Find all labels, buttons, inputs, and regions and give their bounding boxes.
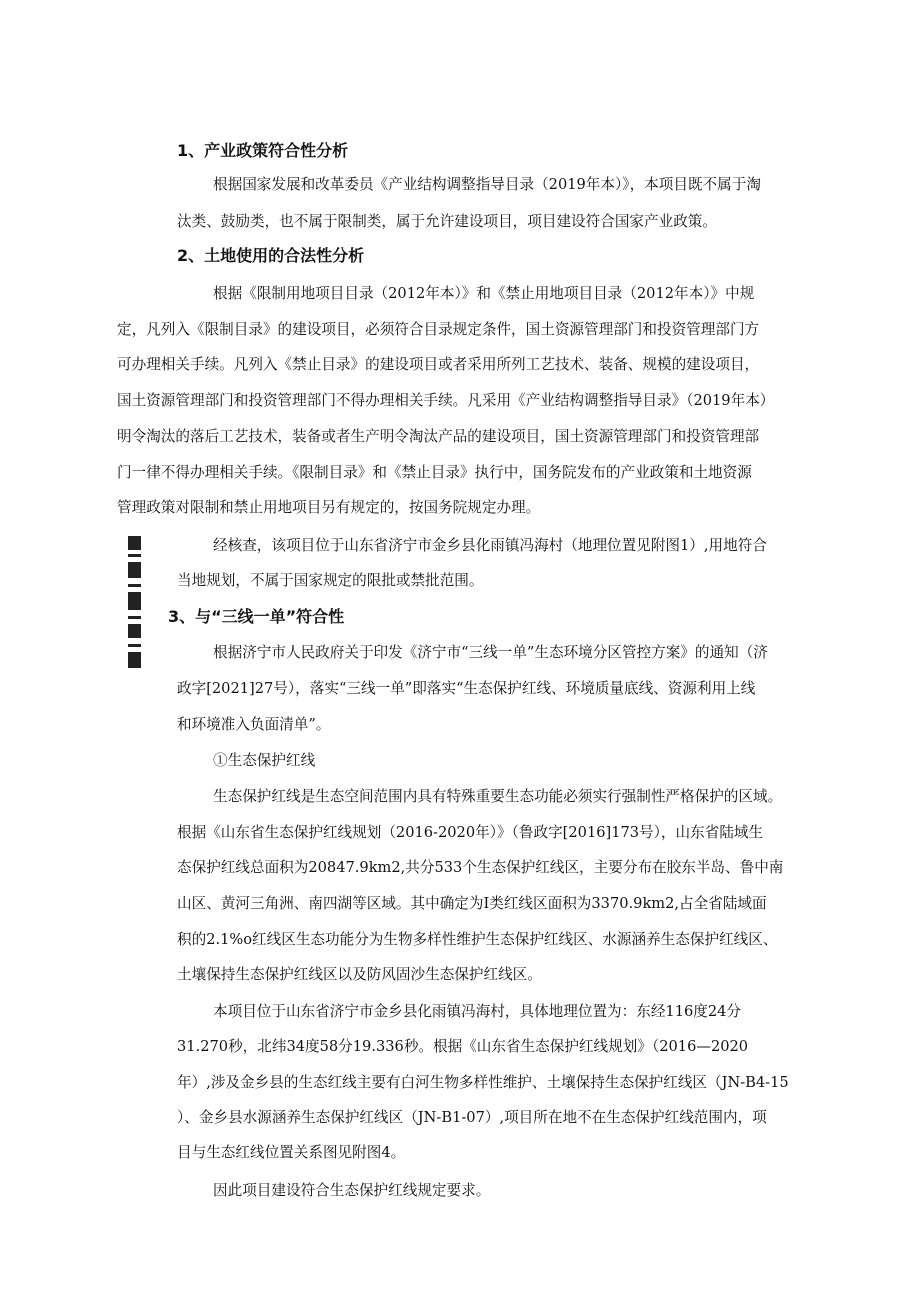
text-line: 政字[2021]27号），落实“三线一单”即落实“生态保护红线、环境质量底线、资源利用上线 bbox=[177, 680, 756, 697]
margin-vertical-mark bbox=[128, 536, 142, 668]
text-line: 年）,涉及金乡县的生态红线主要有白河生物多样性维护、土壤保持生态保护红线区（JN-B4-15 bbox=[177, 1074, 789, 1091]
text-line: 汰类、鼓励类，也不属于限制类，属于允许建设项目，项目建设符合国家产业政策。 bbox=[177, 213, 717, 230]
text-line: 目与生态红线位置关系图见附图4。 bbox=[177, 1144, 406, 1161]
text-line: 根据《山东省生态保护红线规划（2016-2020年）》（鲁政字[2016]173号），山东省陆域生 bbox=[177, 824, 764, 841]
text-line: 门一律不得办理相关手续。《限制目录》和《禁止目录》执行中，国务院发布的产业政策和土地资源 bbox=[117, 464, 752, 481]
text-line: 和环境准入负面清单”。 bbox=[177, 716, 331, 733]
text-line: ）、金乡县水源涵养生态保护红线区（JN-B1-07）,项目所在地不在生态保护红线范围内，项 bbox=[177, 1109, 767, 1126]
text-line: 本项目位于山东省济宁市金乡县化雨镇冯海村，具体地理位置为：东经116度24分 bbox=[213, 1003, 742, 1020]
text-line: 土壤保持生态保护红线区以及防风固沙生态保护红线区。 bbox=[177, 966, 542, 983]
text-line: 生态保护红线是生态空间范围内具有特殊重要生态功能必须实行强制性严格保护的区域。 bbox=[213, 788, 783, 805]
text-line: 根据济宁市人民政府关于印发《济宁市“三线一单”生态环境分区管控方案》的通知（济 bbox=[213, 644, 768, 661]
text-line: 经核查，该项目位于山东省济宁市金乡县化雨镇冯海村（地理位置见附图1）,用地符合 bbox=[213, 537, 767, 554]
text-line: 山区、黄河三角洲、南四湖等区域。其中确定为I类红线区面积为3370.9km2,占全省陆域面 bbox=[177, 895, 767, 912]
text-line: 态保护红线总面积为20847.9km2,共分533个生态保护红线区，主要分布在胶东半岛、鲁中南 bbox=[177, 859, 784, 876]
text-line: 积的2.1%o红线区生态功能分为生物多样性维护生态保护红线区、水源涵养生态保护红线区、 bbox=[177, 931, 778, 948]
text-line: 当地规划，不属于国家规定的限批或禁批范围。 bbox=[177, 572, 484, 589]
text-line: ①生态保护红线 bbox=[213, 752, 316, 769]
section-3-heading: 3、与“三线一单”符合性 bbox=[168, 607, 345, 626]
text-line: 因此项目建设符合生态保护红线规定要求。 bbox=[213, 1182, 491, 1199]
text-line: 国土资源管理部门和投资管理部门不得办理相关手续。凡采用《产业结构调整指导目录》（2019年本） bbox=[117, 392, 775, 409]
section-1-heading: 1、产业政策符合性分析 bbox=[177, 141, 349, 160]
text-line: 明令淘汰的落后工艺技术，装备或者生产明令淘汰产品的建设项目，国土资源管理部门和投资管理部 bbox=[117, 428, 760, 445]
text-line: 可办理相关手续。凡列入《禁止目录》的建设项目或者采用所列工艺技术、装备、规模的建设项目， bbox=[117, 356, 760, 373]
text-line: 定，凡列入《限制目录》的建设项目，必须符合目录规定条件，国土资源管理部门和投资管理部门方 bbox=[117, 321, 760, 338]
text-line: 根据《限制用地项目目录（2012年本）》和《禁止用地项目目录（2012年本）》中规 bbox=[213, 285, 755, 302]
text-line: 根据国家发展和改革委员《产业结构调整指导目录（2019年本）》，本项目既不属于淘 bbox=[213, 176, 761, 193]
section-2-heading: 2、土地使用的合法性分析 bbox=[177, 246, 365, 265]
text-line: 管理政策对限制和禁止用地项目另有规定的，按国务院规定办理。 bbox=[117, 499, 541, 516]
text-line: 31.270秒，北纬34度58分19.336秒。根据《山东省生态保护红线规划》（2016—2020 bbox=[177, 1038, 749, 1055]
